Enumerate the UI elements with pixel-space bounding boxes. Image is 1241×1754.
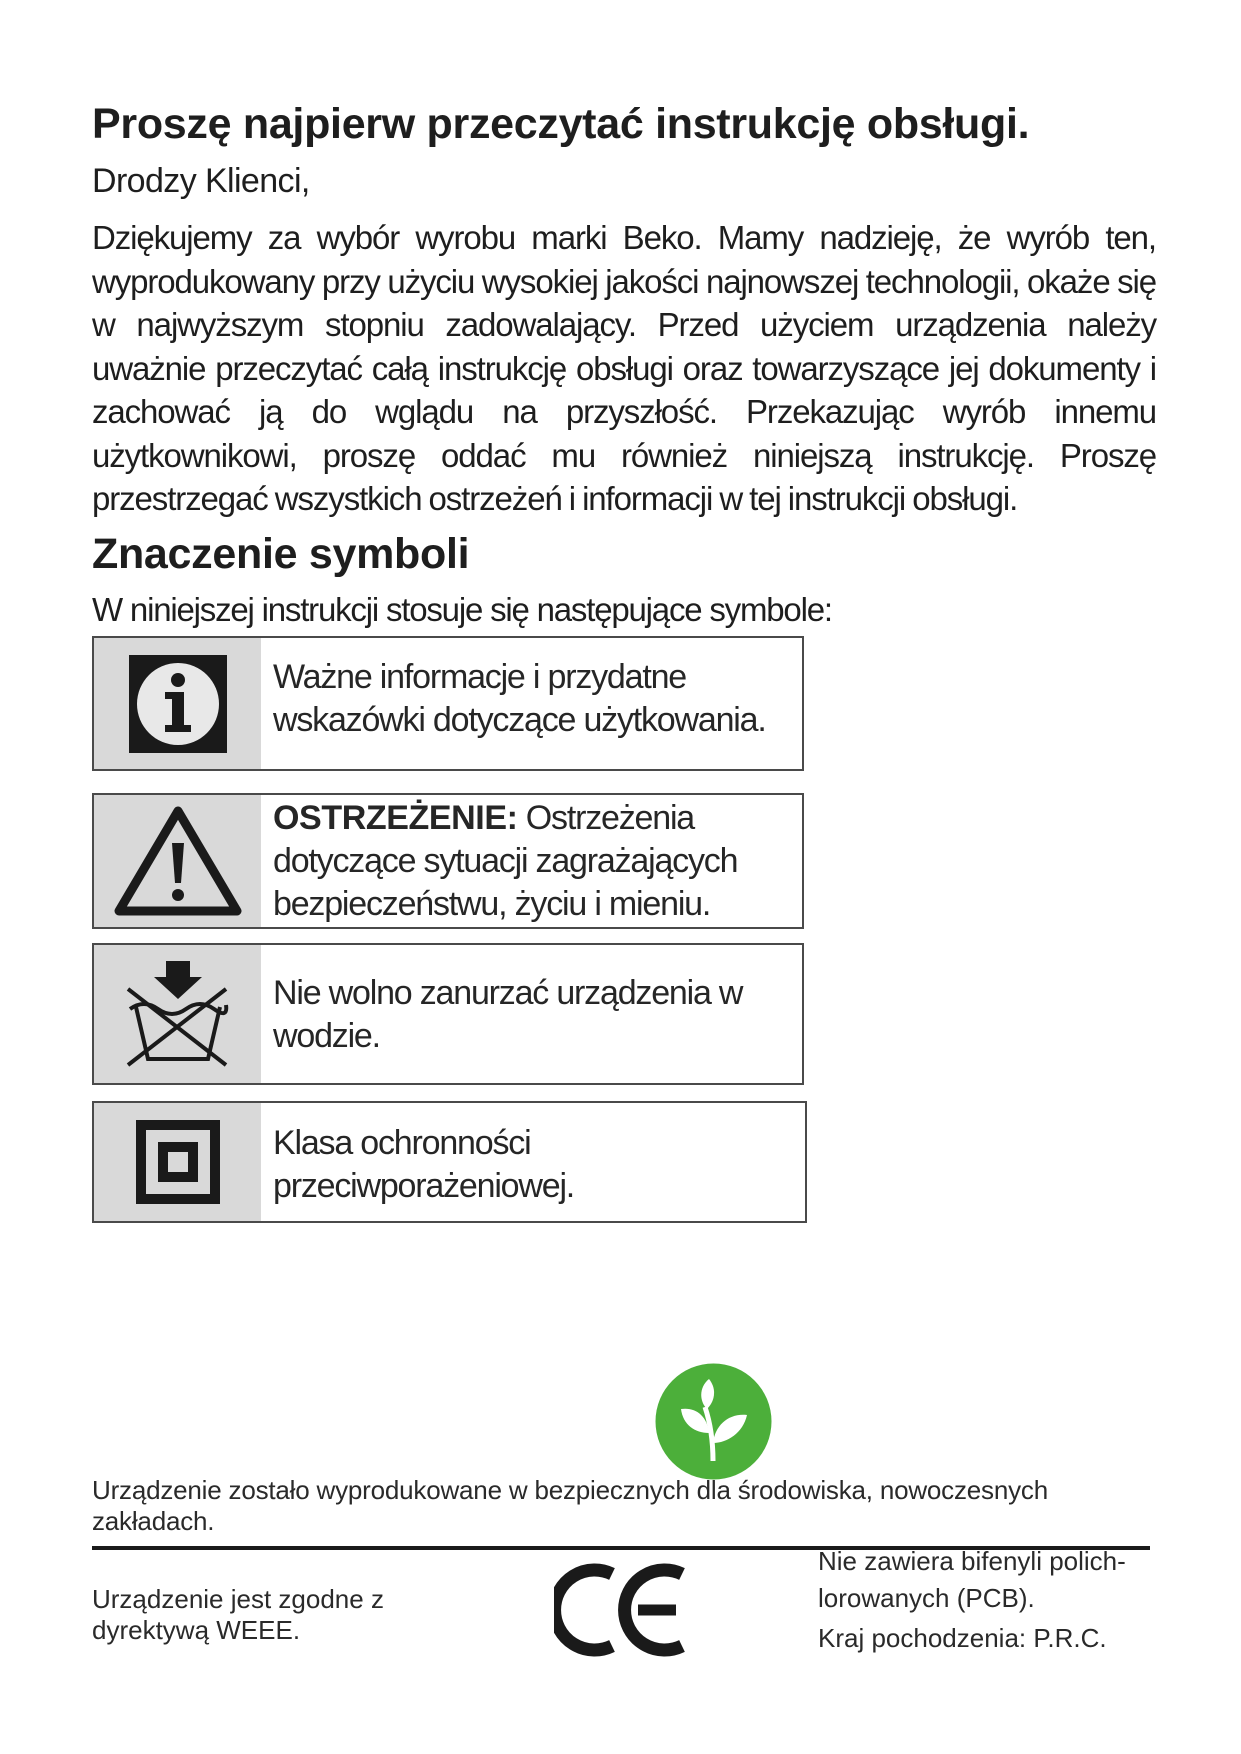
symbol-text: Nie wolno zanurzać urządzenia w wodzie. xyxy=(273,974,743,1055)
symbol-row-no-immersion xyxy=(92,943,804,1085)
warning-label: OSTRZEŻENIE: xyxy=(273,799,518,837)
eco-leaf-icon xyxy=(655,1363,772,1480)
weee-note: Urządzenie jest zgodne z dyrektywą WEEE. xyxy=(92,1584,384,1645)
greeting: Drodzy Klienci, xyxy=(92,162,310,200)
ce-label: CE xyxy=(554,1560,556,1561)
pcb-note: Nie zawiera bifenyli polichlorowanych (PCB). xyxy=(818,1546,1126,1613)
symbol-row-info xyxy=(92,636,804,771)
symbol-text: Klasa ochronności przeciwporażeniowej. xyxy=(273,1124,575,1205)
symbols-heading: Znaczenie symboli xyxy=(92,530,470,578)
warning-icon xyxy=(94,795,261,927)
symbols-intro: W niniejszej instrukcji stosuje się następujące symbole: xyxy=(92,591,832,628)
ce-mark-icon xyxy=(554,1560,694,1660)
symbol-text: OSTRZEŻENIE: Ostrzeżenia dotyczące sytuacji zagrażających bezpieczeństwu, życiu i mieniu. xyxy=(273,799,738,923)
symbol-text: Ważne informacje i przydatne wskazówki dotyczące użytkowania. xyxy=(273,658,766,739)
symbol-row-warning xyxy=(92,793,804,929)
page-title: Proszę najpierw przeczytać instrukcję obsługi. xyxy=(92,100,1030,148)
class-ii-icon xyxy=(94,1103,261,1221)
symbol-row-class-ii xyxy=(92,1101,807,1223)
info-icon xyxy=(94,638,261,769)
no-immerse-icon xyxy=(94,945,261,1083)
environment-note: Urządzenie zostało wyprodukowane w bezpiecznych dla środowiska, nowoczesnych zakładach. xyxy=(92,1475,1048,1536)
intro-paragraph: Dziękujemy za wybór wyrobu marki Beko. Mamy nadzieję, że wyrób ten, wyprodukowany przy użyciu wysokiej jakości najnowszej technologii, okaże się w najwyższym stopniu zadowalający. Przed użyciem urządzenia należy uważnie przeczytać całą instrukcję obsługi oraz towarzyszące jej dokumenty i zachować ją do wglądu na przyszłość. Przekazując wyrób innemu użytkownikowi, proszę oddać mu również niniejszą instrukcję. Proszę przestrzegać wszystkich ostrzeżeń i informacji w tej instrukcji obsługi. xyxy=(92,219,1156,517)
origin-note: Kraj pochodzenia: P.R.C. xyxy=(818,1623,1107,1653)
